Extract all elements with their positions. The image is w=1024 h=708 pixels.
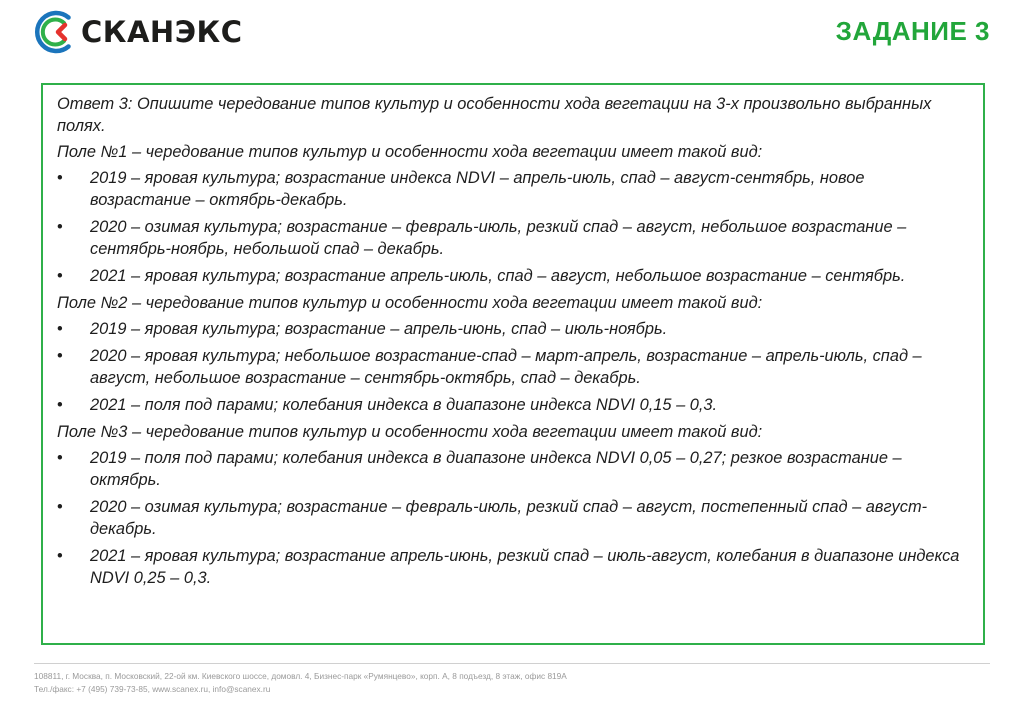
footer-divider: [34, 663, 990, 664]
list-item: • 2021 – яровая культура; возрастание апрель-июнь, резкий спад – июль-август, колебания в диапазоне индекса NDVI 0,25 – 0,3.: [57, 547, 960, 587]
field-2-list: [57, 318, 961, 416]
bullet-icon: •: [57, 218, 63, 236]
field-3-list: [57, 447, 961, 589]
logo-text: СКАНЭКС: [81, 14, 243, 49]
list-item: • 2020 – озимая культура; возрастание – февраль-июль, резкий спад – август, небольшое возрастание – сентябрь-ноябрь, небольшой спад – декабрь.: [57, 218, 907, 258]
bullet-icon: •: [57, 320, 63, 338]
field-1-heading: Поле №1 – чередование типов культур и особенности хода вегетации имеет такой вид:: [57, 143, 763, 161]
scanex-logo[interactable]: [34, 10, 242, 54]
list-item: • 2019 – яровая культура; возрастание – апрель-июнь, спад – июль-ноябрь.: [57, 320, 668, 338]
footer-contacts: Тел./факс: +7 (495) 739-73-85, www.scanex.ru, info@scanex.ru: [34, 684, 271, 694]
scanex-logo-icon: [34, 10, 78, 54]
bullet-icon: •: [57, 169, 63, 187]
list-item: • 2021 – яровая культура; возрастание апрель-июль, спад – август, небольшое возрастание – сентябрь.: [57, 267, 906, 285]
slide-title: ЗАДАНИЕ 3: [835, 16, 990, 46]
list-item: • 2020 – озимая культура; возрастание – февраль-июль, резкий спад – август, постепенный спад – август-декабрь.: [57, 498, 928, 538]
bullet-icon: •: [57, 498, 63, 516]
bullet-icon: •: [57, 267, 63, 285]
bullet-icon: •: [57, 449, 63, 467]
list-item: • 2019 – яровая культура; возрастание индекса NDVI – апрель-июль, спад – август-сентябрь, новое возрастание – октябрь-декабрь.: [57, 169, 865, 209]
list-item: • 2020 – яровая культура; небольшое возрастание-спад – март-апрель, возрастание – апрель-июль, спад – август, небольшое возрастание – сентябрь-октябрь, спад – декабрь.: [57, 347, 922, 387]
footer: [34, 670, 567, 696]
field-1-list: [57, 167, 961, 287]
answer-box: [41, 83, 985, 645]
footer-address: 108811, г. Москва, п. Московский, 22-ой км. Киевского шоссе, домовл. 4, Бизнес-парк «Румянцево», корп. А, 8 подъезд, 8 этаж, офис 819А: [34, 671, 567, 681]
list-item: • 2019 – поля под парами; колебания индекса в диапазоне индекса NDVI 0,05 – 0,27; резкое возрастание – октябрь.: [57, 449, 902, 489]
answer-intro: Ответ 3: Опишите чередование типов культур и особенности хода вегетации на 3-х произвольно выбранных полях.: [57, 95, 932, 135]
bullet-icon: •: [57, 396, 63, 414]
field-2-heading: Поле №2 – чередование типов культур и особенности хода вегетации имеет такой вид:: [57, 294, 763, 312]
field-3-heading: Поле №3 – чередование типов культур и особенности хода вегетации имеет такой вид:: [57, 423, 763, 441]
bullet-icon: •: [57, 347, 63, 365]
bullet-icon: •: [57, 547, 63, 565]
list-item: • 2021 – поля под парами; колебания индекса в диапазоне индекса NDVI 0,15 – 0,3.: [57, 396, 718, 414]
